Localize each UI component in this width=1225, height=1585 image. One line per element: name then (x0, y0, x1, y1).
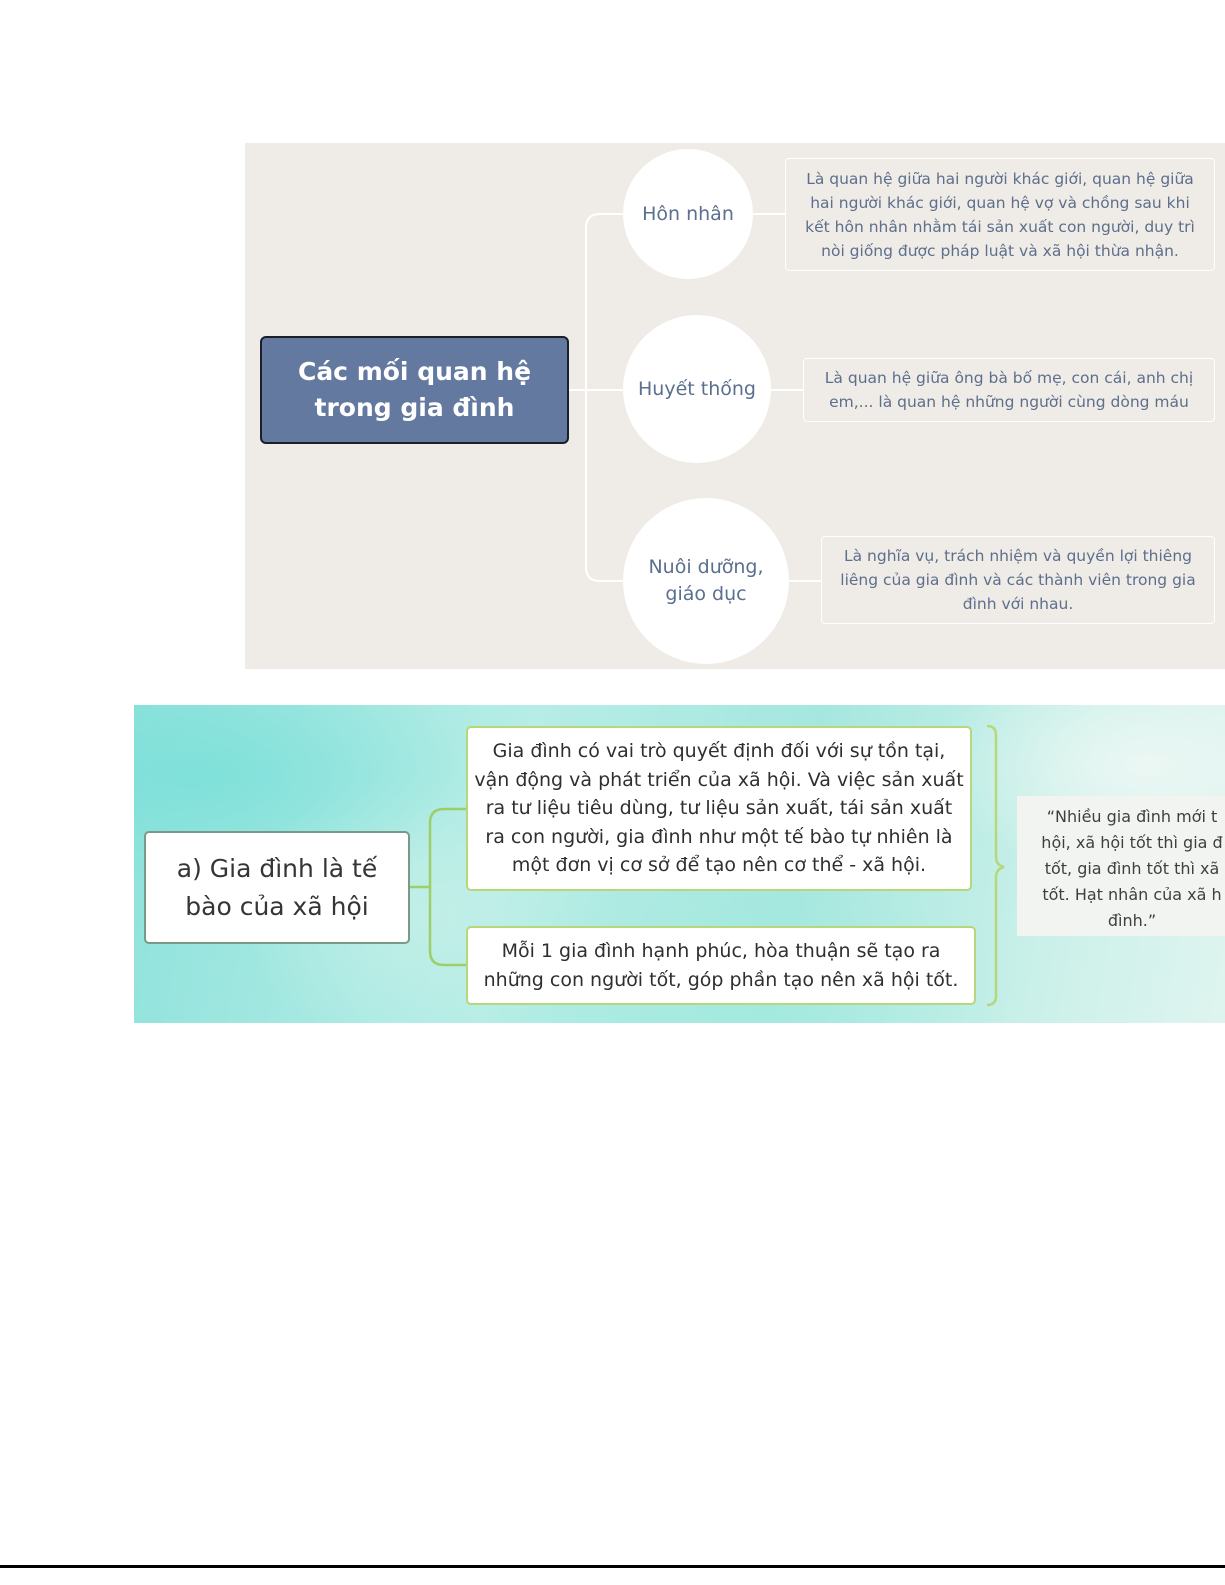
summary-bracket (987, 726, 1004, 1005)
family-society-mindmap (134, 705, 1225, 1023)
connector-branch-b (430, 887, 466, 965)
description-huyet-thong: Là quan hệ giữa ông bà bố mẹ, con cái, anh chị em,... là quan hệ những người cùng dòng máu (803, 358, 1215, 422)
root-node-family-relations: Các mối quan hệ trong gia đình (260, 336, 569, 444)
branch-node-hon-nhan: Hôn nhân (623, 149, 753, 279)
connector-nuoi-duong (586, 390, 625, 581)
summary-quote: “Nhiều gia đình mới t hội, xã hội tốt thì gia đ tốt, gia đình tốt thì xã tốt. Hạt nhân của xã h đình.” (1017, 796, 1225, 936)
root-node-family-cell: a) Gia đình là tế bào của xã hội (144, 831, 410, 944)
description-nuoi-duong: Là nghĩa vụ, trách nhiệm và quyền lợi thiêng liêng của gia đình và các thành viên trong gia đình với nhau. (821, 536, 1215, 624)
connector-branch-a (430, 809, 466, 887)
description-hon-nhan: Là quan hệ giữa hai người khác giới, quan hệ giữa hai người khác giới, quan hệ vợ và chồng sau khi kết hôn nhân nhằm tái sản xuất con người, duy trì nòi giống được pháp luật và xã hội thừa nhận. (785, 158, 1215, 271)
page-bottom-rule (0, 1565, 1225, 1568)
branch-node-nuoi-duong: Nuôi dưỡng, giáo dục (623, 498, 789, 664)
connector-hon-nhan (586, 214, 625, 390)
branch-box-happy-family: Mỗi 1 gia đình hạnh phúc, hòa thuận sẽ tạo ra những con người tốt, góp phần tạo nên xã hội tốt. (466, 926, 976, 1005)
branch-box-role: Gia đình có vai trò quyết định đối với sự tồn tại, vận động và phát triển của xã hội. Và việc sản xuất ra tư liệu tiêu dùng, tư liệu sản xuất, tái sản xuất ra con người, gia đình như một tế bào tự nhiên là một đơn vị cơ sở để tạo nên cơ thể - xã hội. (466, 726, 972, 891)
branch-node-huyet-thong: Huyết thống (623, 315, 771, 463)
family-relations-mindmap (245, 143, 1225, 669)
